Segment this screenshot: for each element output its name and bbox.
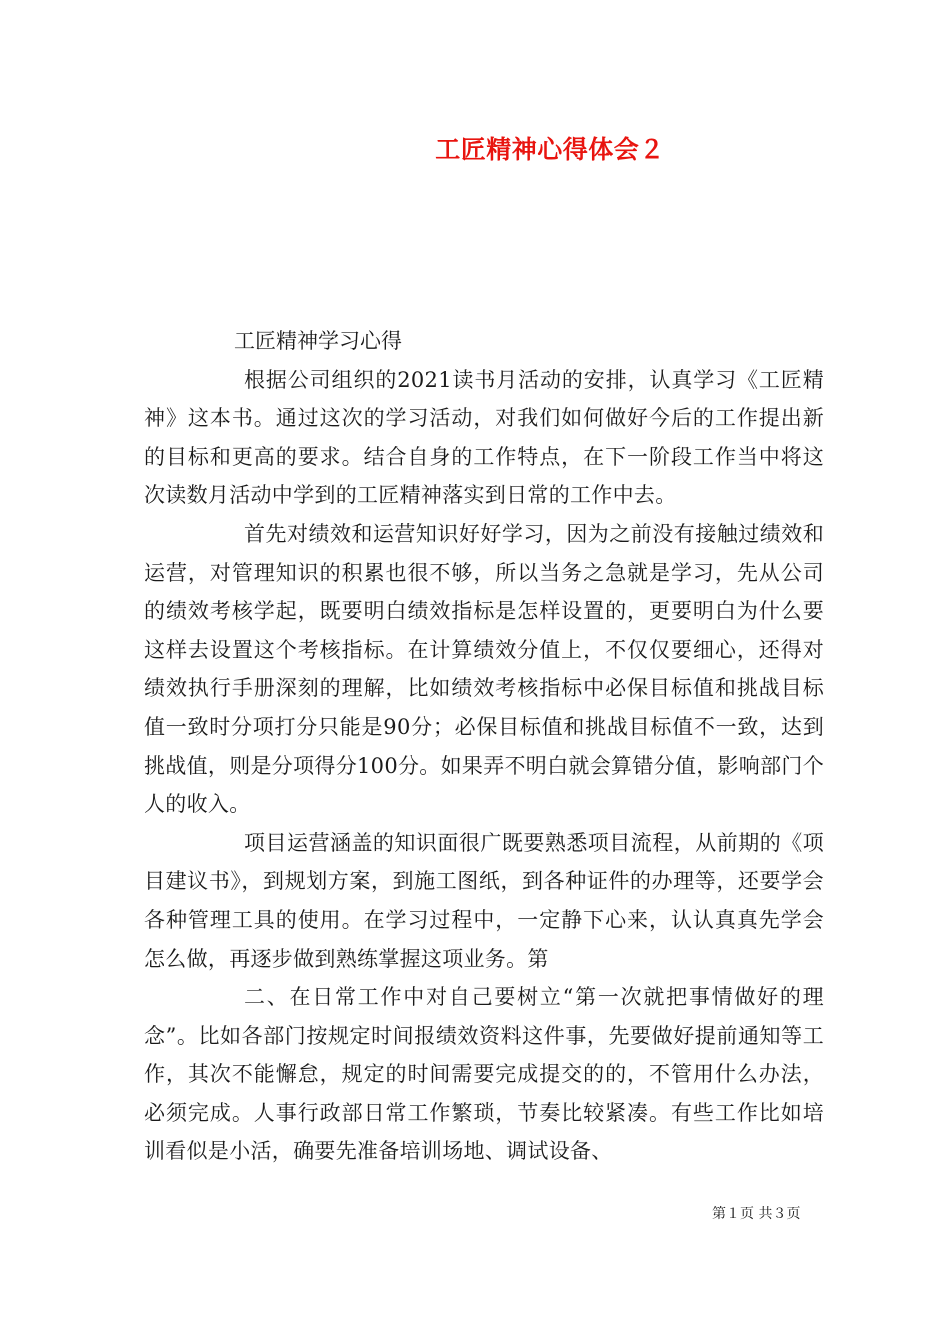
document-body bbox=[144, 322, 824, 1171]
paragraph-2: 首先对绩效和运营知识好好学习，因为之前没有接触过绩效和运营，对管理知识的积累也很不够，所以当务之急就是学习，先从公司的绩效考核学起，既要明白绩效指标是怎样设置的，更要明白为什么要这样去设置这个考核指标。在计算绩效分值上，不仅仅要细心，还得对绩效执行手册深刻的理解，比如绩效考核指标中必保目标值和挑战目标值一致时分项打分只能是90分；必保目标值和挑战目标值不一致，达到挑战值，则是分项得分100分。如果弄不明白就会算错分值，影响部门个人的收入。 bbox=[144, 521, 824, 817]
page-number: 第１页 共３页 bbox=[712, 1206, 801, 1222]
paragraph-3: 项目运营涵盖的知识面很广既要熟悉项目流程，从前期的《项目建议书》，到规划方案，到施工图纸，到各种证件的办理等，还要学会各种管理工具的使用。在学习过程中，一定静下心来，认认真真先学会怎么做，再逐步做到熟练掌握这项业务。第 bbox=[144, 830, 824, 971]
section-subheading: 工匠精神学习心得 bbox=[234, 329, 402, 353]
document-title: 工匠精神心得体会２ bbox=[435, 135, 665, 164]
paragraph-4: 二、在日常工作中对自己要树立“第一次就把事情做好的理念”。比如各部门按规定时间报绩效资料这件事，先要做好提前通知等工作，其次不能懈怠，规定的时间需要完成提交的的，不管用什么办法，必须完成。人事行政部日常工作繁琐，节奏比较紧凑。有些工作比如培训看似是小活，确要先准备培训场地、调试设备、 bbox=[144, 985, 824, 1164]
paragraph-1: 根据公司组织的2021读书月活动的安排，认真学习《工匠精神》这本书。通过这次的学习活动，对我们如何做好今后的工作提出新的目标和更高的要求。结合自身的工作特点，在下一阶段工作当中将这次读数月活动中学到的工匠精神落实到日常的工作中去。 bbox=[144, 367, 824, 508]
